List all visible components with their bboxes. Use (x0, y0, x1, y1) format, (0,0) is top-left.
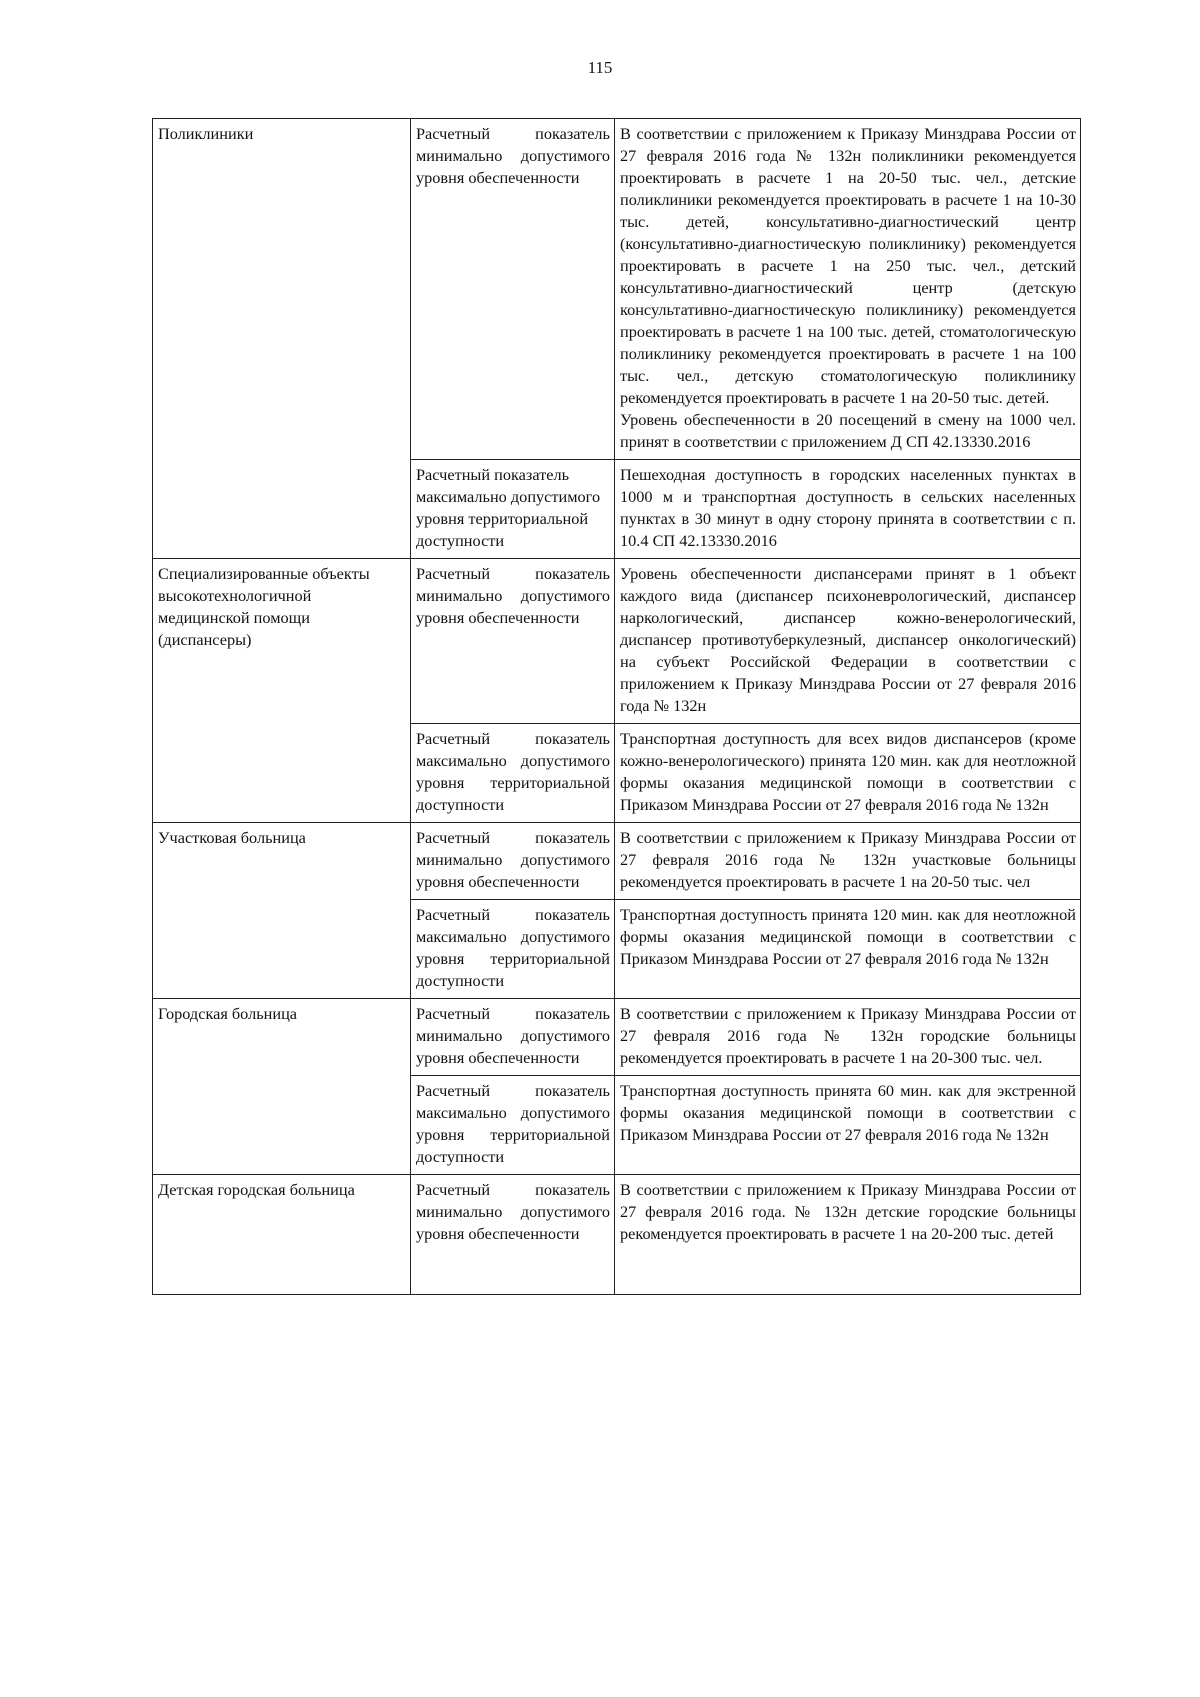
description-paragraph: Уровень обеспеченности диспансерами принят в 1 объект каждого вида (диспансер психоневрологический, диспансер наркологический, диспансер кожно-венерологический, диспансер противотуберкулезный, диспансер онкологический) на субъект Российской Федерации в соответствии с приложением к Приказу Минздрава России от 27 февраля 2016 года № 132н (620, 564, 1076, 715)
description-paragraph: Транспортная доступность принята 120 мин. как для неотложной формы оказания медицинской помощи в соответствии с Приказом Минздрава России от 27 февраля 2016 года № 132н (620, 905, 1076, 968)
indicator-cell: Расчетный показатель минимально допустимого уровня обеспеченности (411, 1175, 615, 1295)
description-paragraph: Транспортная доступность принята 60 мин. как для экстренной формы оказания медицинской помощи в соответствии с Приказом Минздрава России от 27 февраля 2016 года № 132н (620, 1081, 1076, 1144)
indicator-cell: Расчетный показатель максимально допустимого уровня территориальной доступности (411, 1076, 615, 1175)
description-cell (615, 724, 1081, 823)
object-cell: Городская больница (153, 999, 411, 1175)
description-cell (615, 1175, 1081, 1295)
table-row (153, 119, 1081, 460)
description-cell (615, 119, 1081, 460)
page-number: 115 (587, 58, 613, 77)
description-paragraph: В соответствии с приложением к Приказу Минздрава России от 27 февраля 2016 года. № 132н детские городские больницы рекомендуется проектировать в расчете 1 на 20-200 тыс. детей (620, 1180, 1076, 1243)
description-cell (615, 999, 1081, 1076)
description-paragraph: Пешеходная доступность в городских населенных пунктах в 1000 м и транспортная доступность в сельских населенных пунктах в 30 минут в одну сторону принята в соответствии с п. 10.4 СП 42.13330.2016 (620, 465, 1076, 550)
object-cell: Детская городская больница (153, 1175, 411, 1295)
description-paragraph: В соответствии с приложением к Приказу Минздрава России от 27 февраля 2016 года № 132н городские больницы рекомендуется проектировать в расчете 1 на 20-300 тыс. чел. (620, 1004, 1076, 1067)
description-paragraph: Уровень обеспеченности в 20 посещений в смену на 1000 чел. принят в соответствии с приложением Д СП 42.13330.2016 (620, 410, 1076, 451)
object-cell: Специализированные объекты высокотехнологичной медицинской помощи (диспансеры) (153, 559, 411, 823)
description-paragraph: В соответствии с приложением к Приказу Минздрава России от 27 февраля 2016 года № 132н участковые больницы рекомендуется проектировать в расчете 1 на 20-50 тыс. чел (620, 828, 1076, 891)
description-cell (615, 559, 1081, 724)
table-row (153, 999, 1081, 1076)
table-row (153, 1175, 1081, 1295)
indicator-cell: Расчетный показатель минимально допустимого уровня обеспеченности (411, 559, 615, 724)
description-cell (615, 823, 1081, 900)
indicator-cell: Расчетный показатель минимально допустимого уровня обеспеченности (411, 999, 615, 1076)
standards-table (152, 118, 1081, 1295)
object-cell: Участковая больница (153, 823, 411, 999)
description-cell (615, 460, 1081, 559)
table-row (153, 823, 1081, 900)
indicator-cell: Расчетный показатель максимально допустимого уровня территориальной доступности (411, 460, 615, 559)
indicator-cell: Расчетный показатель минимально допустимого уровня обеспеченности (411, 823, 615, 900)
description-paragraph: Транспортная доступность для всех видов диспансеров (кроме кожно-венерологического) принята 120 мин. как для неотложной формы оказания медицинской помощи в соответствии с Приказом Минздрава России от 27 февраля 2016 года № 132н (620, 729, 1076, 814)
object-cell: Поликлиники (153, 119, 411, 559)
indicator-cell: Расчетный показатель минимально допустимого уровня обеспеченности (411, 119, 615, 460)
description-cell (615, 1076, 1081, 1175)
description-paragraph: В соответствии с приложением к Приказу Минздрава России от 27 февраля 2016 года № 132н поликлиники рекомендуется проектировать в расчете 1 на 20-50 тыс. чел., детские поликлиники рекомендуется проектировать в расчете 1 на 10-30 тыс. детей, консультативно-диагностический центр (консультативно-диагностическую поликлинику) рекомендуется проектировать в расчете 1 на 250 тыс. чел., детский консультативно-диагностический центр (детскую консультативно-диагностическую поликлинику) рекомендуется проектировать в расчете 1 на 100 тыс. детей, стоматологическую поликлинику рекомендуется проектировать в расчете 1 на 100 тыс. чел., детскую стоматологическую поликлинику рекомендуется проектировать в расчете 1 на 20-50 тыс. детей. (620, 124, 1076, 407)
table-row (153, 559, 1081, 724)
description-cell (615, 900, 1081, 999)
indicator-cell: Расчетный показатель максимально допустимого уровня территориальной доступности (411, 900, 615, 999)
indicator-cell: Расчетный показатель максимально допустимого уровня территориальной доступности (411, 724, 615, 823)
